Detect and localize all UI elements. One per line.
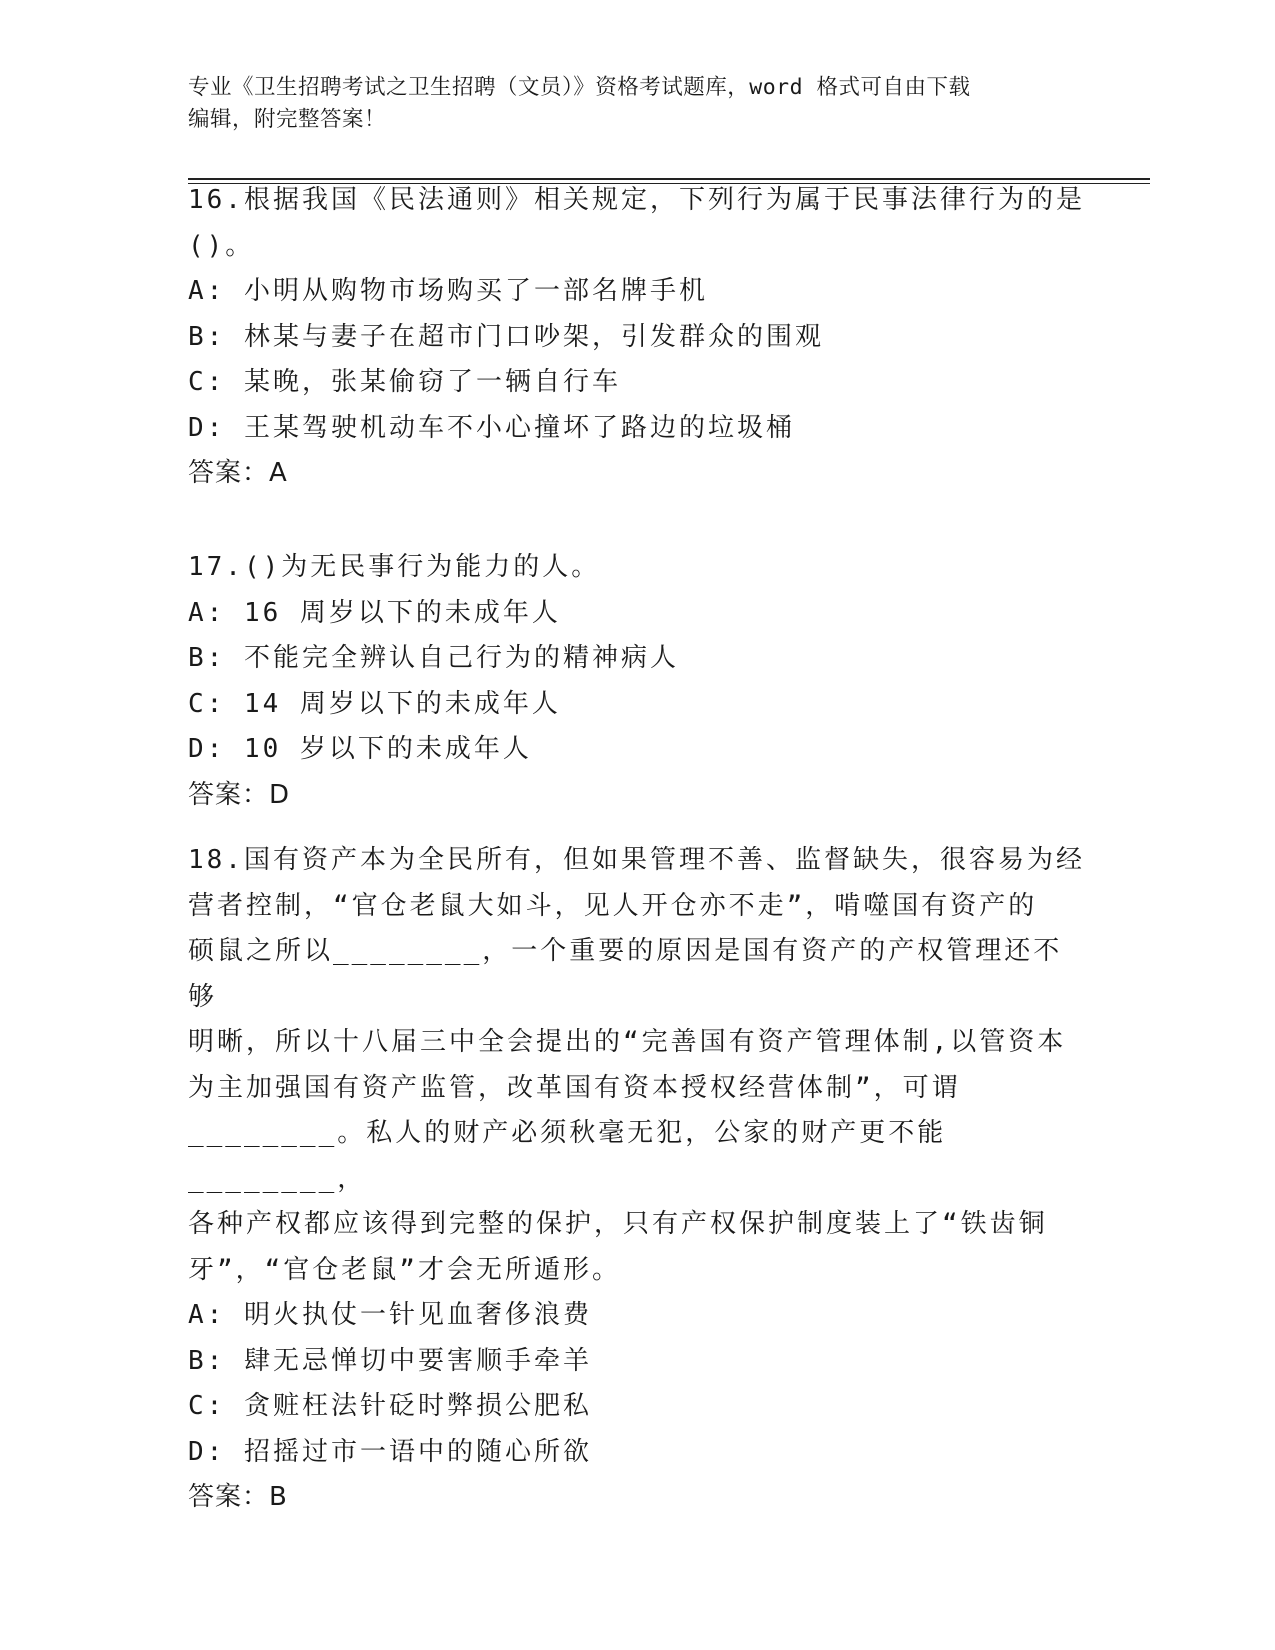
answer-label: 答案：D bbox=[188, 779, 291, 810]
question-18 bbox=[188, 838, 1088, 1521]
question-stem: ()。 bbox=[188, 230, 255, 261]
question-17 bbox=[188, 545, 1088, 818]
document-header bbox=[188, 72, 1088, 136]
option-d: D: 10 岁以下的未成年人 bbox=[188, 734, 532, 764]
option-c: C: 贪赃枉法针砭时弊损公肥私 bbox=[188, 1391, 592, 1421]
option-c: C: 14 周岁以下的未成年人 bbox=[188, 688, 561, 719]
question-16 bbox=[188, 178, 1088, 497]
option-b: B: 肆无忌惮切中要害顺手牵羊 bbox=[188, 1345, 592, 1376]
option-c: C: 某晚，张某偷窃了一辆自行车 bbox=[188, 367, 621, 397]
answer-label: 答案：A bbox=[188, 458, 288, 488]
question-stem: 17.()为无民事行为能力的人。 bbox=[188, 552, 601, 582]
option-b: B: 不能完全辨认自己行为的精神病人 bbox=[188, 643, 679, 673]
question-stem: 营者控制，“官仓老鼠大如斗，见人开仓亦不走”，啃噬国有资产的 bbox=[188, 890, 1038, 921]
option-d: D: 王某驾驶机动车不小心撞坏了路边的垃圾桶 bbox=[188, 412, 795, 443]
question-stem: 明晰，所以十八届三中全会提出的“完善国有资产管理体制,以管资本 bbox=[188, 1027, 1067, 1057]
question-stem: 各种产权都应该得到完整的保护，只有产权保护制度装上了“铁齿铜 bbox=[188, 1209, 1048, 1239]
question-stem: 牙”，“官仓老鼠”才会无所遁形。 bbox=[188, 1254, 621, 1285]
question-stem: ________。私人的财产必须秋毫无犯，公家的财产更不能________， bbox=[188, 1118, 947, 1194]
option-a: A: 小明从购物市场购买了一部名牌手机 bbox=[188, 276, 708, 306]
answer-label: 答案：B bbox=[188, 1482, 288, 1512]
option-a: A: 明火执仗一针见血奢侈浪费 bbox=[188, 1300, 592, 1330]
header-line-1: 专业《卫生招聘考试之卫生招聘（文员）》资格考试题库，word 格式可自由下载 bbox=[188, 75, 971, 100]
option-b: B: 林某与妻子在超市门口吵架，引发群众的围观 bbox=[188, 321, 824, 352]
question-stem: 为主加强国有资产监管，改革国有资本授权经营体制”，可谓 bbox=[188, 1072, 961, 1103]
question-stem: 硕鼠之所以________，一个重要的原因是国有资产的产权管理还不够 bbox=[188, 936, 1063, 1012]
option-d: D: 招摇过市一语中的随心所欲 bbox=[188, 1436, 592, 1467]
question-stem: 16.根据我国《民法通则》相关规定，下列行为属于民事法律行为的是 bbox=[188, 185, 1085, 215]
question-stem: 18.国有资产本为全民所有，但如果管理不善、监督缺失，很容易为经 bbox=[188, 845, 1085, 875]
header-line-2: 编辑，附完整答案！ bbox=[188, 107, 387, 132]
option-a: A: 16 周岁以下的未成年人 bbox=[188, 597, 561, 628]
